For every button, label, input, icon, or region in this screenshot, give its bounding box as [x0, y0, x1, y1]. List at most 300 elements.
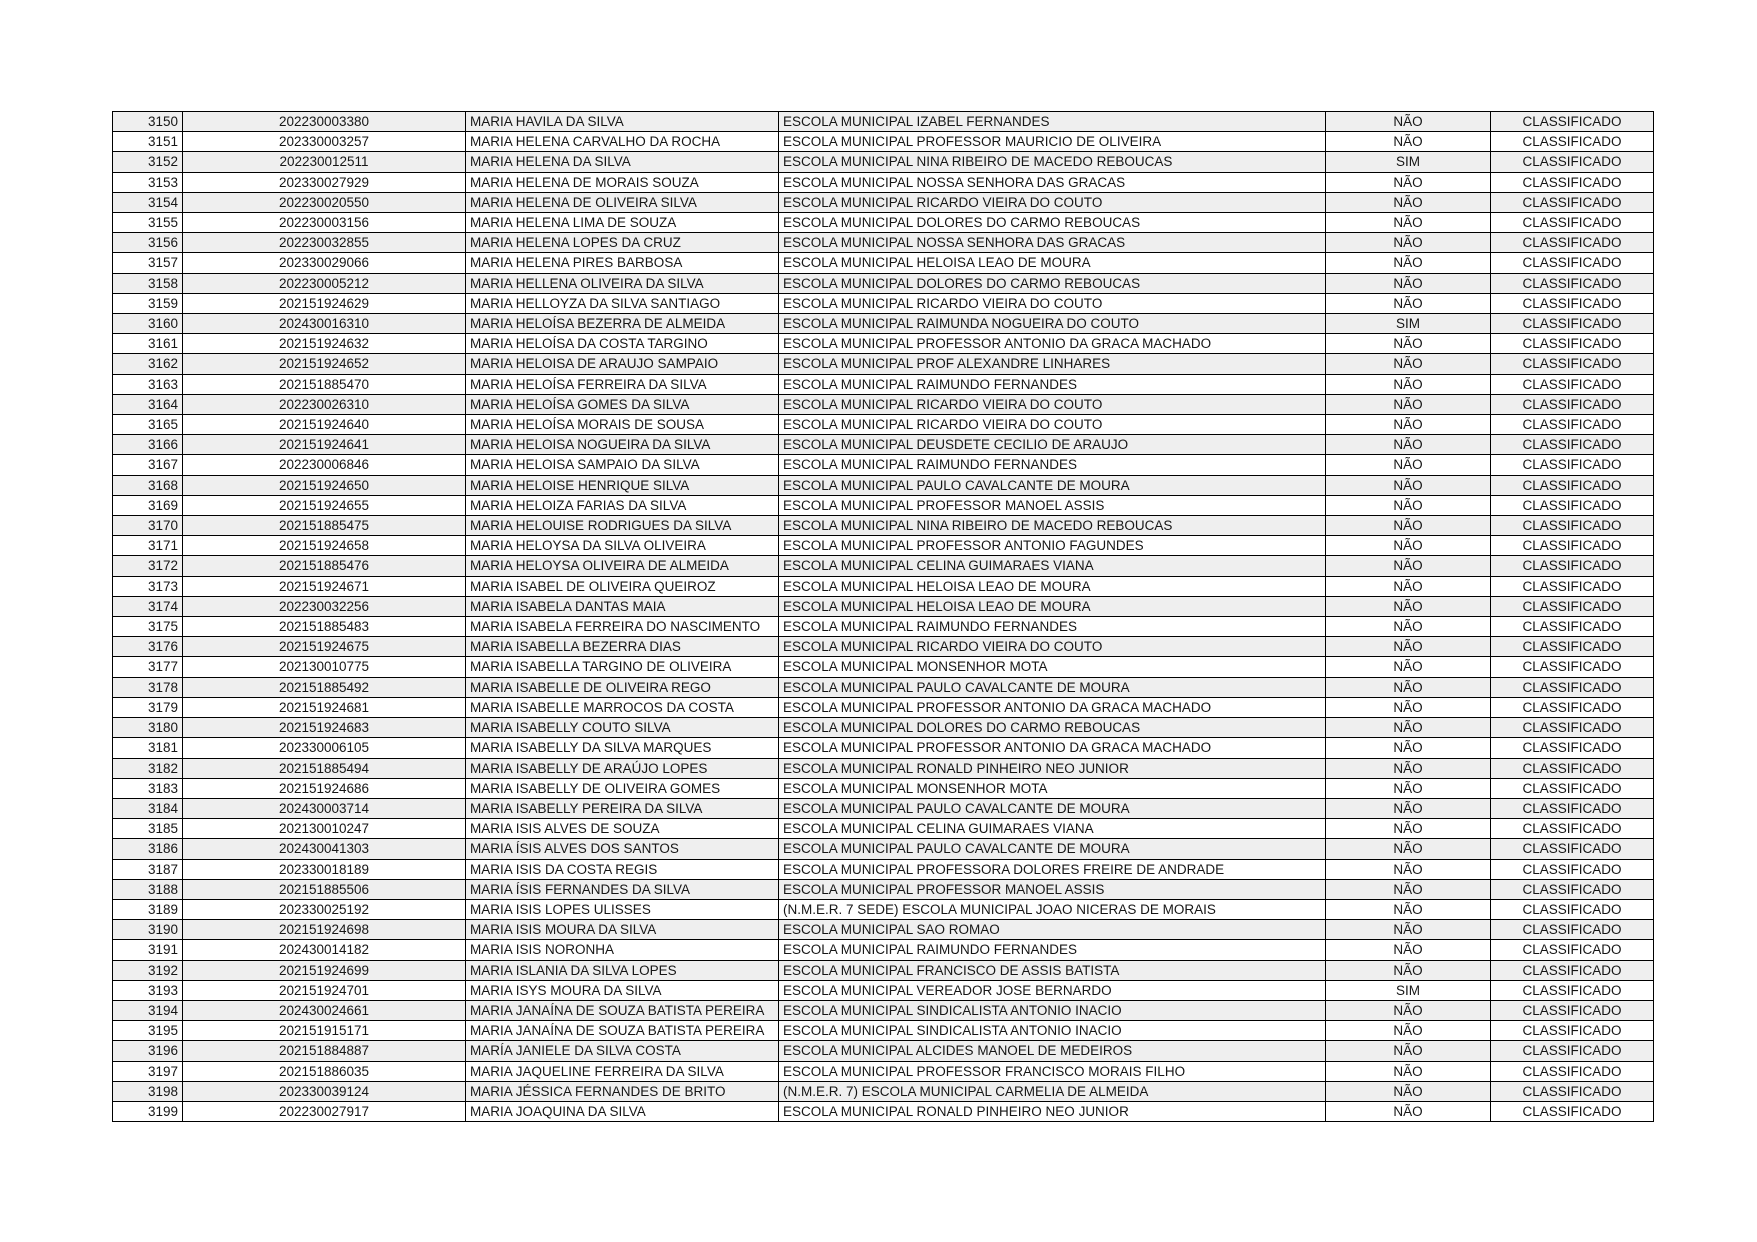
table-row — [113, 334, 1654, 354]
cell-classification-status: CLASSIFICADO — [1491, 576, 1654, 596]
cell-candidate-name: MARIA JANAÍNA DE SOUZA BATISTA PEREIRA — [466, 1000, 779, 1020]
cell-classification-status: CLASSIFICADO — [1491, 758, 1654, 778]
cell-registration-id: 202130010775 — [183, 657, 466, 677]
cell-candidate-name: MARIA ISIS NORONHA — [466, 940, 779, 960]
cell-quota-flag: NÃO — [1326, 940, 1491, 960]
cell-school: ESCOLA MUNICIPAL IZABEL FERNANDES — [779, 112, 1326, 132]
cell-school: ESCOLA MUNICIPAL RAIMUNDO FERNANDES — [779, 940, 1326, 960]
cell-row-number: 3165 — [113, 415, 183, 435]
cell-classification-status: CLASSIFICADO — [1491, 1041, 1654, 1061]
cell-quota-flag: NÃO — [1326, 516, 1491, 536]
table-body — [113, 112, 1654, 1122]
table-row — [113, 495, 1654, 515]
cell-quota-flag: NÃO — [1326, 738, 1491, 758]
cell-school: ESCOLA MUNICIPAL RICARDO VIEIRA DO COUTO — [779, 192, 1326, 212]
cell-school: ESCOLA MUNICIPAL RONALD PINHEIRO NEO JUNIOR — [779, 1101, 1326, 1121]
cell-registration-id: 202151885483 — [183, 617, 466, 637]
cell-classification-status: CLASSIFICADO — [1491, 839, 1654, 859]
cell-school: ESCOLA MUNICIPAL DEUSDETE CECILIO DE ARAUJO — [779, 435, 1326, 455]
cell-school: ESCOLA MUNICIPAL PROFESSOR MANOEL ASSIS — [779, 495, 1326, 515]
table-row — [113, 273, 1654, 293]
table-row — [113, 213, 1654, 233]
table-row — [113, 576, 1654, 596]
cell-quota-flag: SIM — [1326, 314, 1491, 334]
cell-candidate-name: MARIA HELENA DE OLIVEIRA SILVA — [466, 192, 779, 212]
cell-row-number: 3189 — [113, 899, 183, 919]
cell-school: ESCOLA MUNICIPAL PAULO CAVALCANTE DE MOURA — [779, 839, 1326, 859]
cell-registration-id: 202230003156 — [183, 213, 466, 233]
cell-registration-id: 202330006105 — [183, 738, 466, 758]
cell-candidate-name: MARIA JAQUELINE FERREIRA DA SILVA — [466, 1061, 779, 1081]
cell-row-number: 3194 — [113, 1000, 183, 1020]
cell-school: ESCOLA MUNICIPAL PROFESSORA DOLORES FREIRE DE ANDRADE — [779, 859, 1326, 879]
cell-candidate-name: MARIA HELOÍSA FERREIRA DA SILVA — [466, 374, 779, 394]
cell-classification-status: CLASSIFICADO — [1491, 273, 1654, 293]
cell-registration-id: 202151924698 — [183, 920, 466, 940]
cell-candidate-name: MARIA ÍSIS FERNANDES DA SILVA — [466, 879, 779, 899]
cell-quota-flag: NÃO — [1326, 273, 1491, 293]
cell-candidate-name: MARIA ISABELLA TARGINO DE OLIVEIRA — [466, 657, 779, 677]
cell-classification-status: CLASSIFICADO — [1491, 940, 1654, 960]
cell-registration-id: 202151924655 — [183, 495, 466, 515]
cell-school: ESCOLA MUNICIPAL MONSENHOR MOTA — [779, 657, 1326, 677]
cell-row-number: 3167 — [113, 455, 183, 475]
cell-row-number: 3191 — [113, 940, 183, 960]
table-row — [113, 1061, 1654, 1081]
table-row — [113, 899, 1654, 919]
cell-registration-id: 202330018189 — [183, 859, 466, 879]
table-row — [113, 940, 1654, 960]
cell-registration-id: 202330025192 — [183, 899, 466, 919]
cell-classification-status: CLASSIFICADO — [1491, 960, 1654, 980]
table-row — [113, 475, 1654, 495]
cell-registration-id: 202151924650 — [183, 475, 466, 495]
cell-candidate-name: MARIA ISABELLY DA SILVA MARQUES — [466, 738, 779, 758]
cell-quota-flag: NÃO — [1326, 415, 1491, 435]
table-row — [113, 920, 1654, 940]
cell-candidate-name: MARIA HELOÍSA MORAIS DE SOUSA — [466, 415, 779, 435]
cell-classification-status: CLASSIFICADO — [1491, 374, 1654, 394]
cell-row-number: 3174 — [113, 596, 183, 616]
cell-candidate-name: MARIA ISABELLY DE OLIVEIRA GOMES — [466, 778, 779, 798]
cell-candidate-name: MARIA HELOYSA OLIVEIRA DE ALMEIDA — [466, 556, 779, 576]
cell-row-number: 3162 — [113, 354, 183, 374]
cell-classification-status: CLASSIFICADO — [1491, 455, 1654, 475]
table-row — [113, 1041, 1654, 1061]
cell-registration-id: 202230003380 — [183, 112, 466, 132]
cell-candidate-name: MARIA HELOÍSA GOMES DA SILVA — [466, 394, 779, 414]
cell-classification-status: CLASSIFICADO — [1491, 1000, 1654, 1020]
cell-quota-flag: NÃO — [1326, 617, 1491, 637]
cell-row-number: 3180 — [113, 718, 183, 738]
cell-classification-status: CLASSIFICADO — [1491, 536, 1654, 556]
cell-registration-id: 202230006846 — [183, 455, 466, 475]
cell-quota-flag: NÃO — [1326, 879, 1491, 899]
cell-school: ESCOLA MUNICIPAL NOSSA SENHORA DAS GRACAS — [779, 172, 1326, 192]
cell-registration-id: 202151924640 — [183, 415, 466, 435]
cell-classification-status: CLASSIFICADO — [1491, 112, 1654, 132]
cell-row-number: 3198 — [113, 1081, 183, 1101]
cell-candidate-name: MARIA ISYS MOURA DA SILVA — [466, 980, 779, 1000]
cell-candidate-name: MARIA HELENA PIRES BARBOSA — [466, 253, 779, 273]
cell-school: ESCOLA MUNICIPAL PROFESSOR ANTONIO FAGUNDES — [779, 536, 1326, 556]
cell-registration-id: 202230026310 — [183, 394, 466, 414]
cell-registration-id: 202151886035 — [183, 1061, 466, 1081]
cell-classification-status: CLASSIFICADO — [1491, 899, 1654, 919]
cell-quota-flag: NÃO — [1326, 657, 1491, 677]
cell-school: (N.M.E.R. 7) ESCOLA MUNICIPAL CARMELIA DE ALMEIDA — [779, 1081, 1326, 1101]
cell-school: ESCOLA MUNICIPAL PAULO CAVALCANTE DE MOURA — [779, 677, 1326, 697]
table-row — [113, 253, 1654, 273]
cell-school: ESCOLA MUNICIPAL RICARDO VIEIRA DO COUTO — [779, 415, 1326, 435]
cell-quota-flag: NÃO — [1326, 819, 1491, 839]
cell-school: (N.M.E.R. 7 SEDE) ESCOLA MUNICIPAL JOAO NICERAS DE MORAIS — [779, 899, 1326, 919]
cell-candidate-name: MARIA ÍSIS ALVES DOS SANTOS — [466, 839, 779, 859]
cell-classification-status: CLASSIFICADO — [1491, 1021, 1654, 1041]
cell-classification-status: CLASSIFICADO — [1491, 435, 1654, 455]
cell-quota-flag: NÃO — [1326, 132, 1491, 152]
cell-row-number: 3181 — [113, 738, 183, 758]
cell-row-number: 3197 — [113, 1061, 183, 1081]
cell-registration-id: 202330003257 — [183, 132, 466, 152]
cell-quota-flag: NÃO — [1326, 374, 1491, 394]
cell-candidate-name: MARIA HELOISE HENRIQUE SILVA — [466, 475, 779, 495]
cell-quota-flag: NÃO — [1326, 718, 1491, 738]
table-row — [113, 314, 1654, 334]
cell-registration-id: 202430014182 — [183, 940, 466, 960]
cell-row-number: 3187 — [113, 859, 183, 879]
cell-quota-flag: NÃO — [1326, 435, 1491, 455]
cell-quota-flag: NÃO — [1326, 576, 1491, 596]
cell-classification-status: CLASSIFICADO — [1491, 879, 1654, 899]
cell-quota-flag: NÃO — [1326, 778, 1491, 798]
cell-row-number: 3179 — [113, 697, 183, 717]
cell-candidate-name: MARIA ISABELA DANTAS MAIA — [466, 596, 779, 616]
cell-registration-id: 202230012511 — [183, 152, 466, 172]
cell-row-number: 3153 — [113, 172, 183, 192]
cell-school: ESCOLA MUNICIPAL PROFESSOR MAURICIO DE OLIVEIRA — [779, 132, 1326, 152]
table-row — [113, 617, 1654, 637]
cell-classification-status: CLASSIFICADO — [1491, 152, 1654, 172]
cell-registration-id: 202151885492 — [183, 677, 466, 697]
table-row — [113, 758, 1654, 778]
cell-registration-id: 202430041303 — [183, 839, 466, 859]
cell-school: ESCOLA MUNICIPAL PROFESSOR ANTONIO DA GRACA MACHADO — [779, 697, 1326, 717]
cell-registration-id: 202151885494 — [183, 758, 466, 778]
cell-classification-status: CLASSIFICADO — [1491, 293, 1654, 313]
cell-registration-id: 202151885475 — [183, 516, 466, 536]
cell-classification-status: CLASSIFICADO — [1491, 1061, 1654, 1081]
cell-classification-status: CLASSIFICADO — [1491, 354, 1654, 374]
cell-candidate-name: MARIA ISABELLY DE ARAÚJO LOPES — [466, 758, 779, 778]
cell-quota-flag: NÃO — [1326, 394, 1491, 414]
table-row — [113, 839, 1654, 859]
cell-registration-id: 202230032855 — [183, 233, 466, 253]
table-row — [113, 657, 1654, 677]
table-row — [113, 697, 1654, 717]
cell-row-number: 3161 — [113, 334, 183, 354]
cell-candidate-name: MARIA ISIS ALVES DE SOUZA — [466, 819, 779, 839]
cell-registration-id: 202330027929 — [183, 172, 466, 192]
cell-classification-status: CLASSIFICADO — [1491, 738, 1654, 758]
table-row — [113, 1000, 1654, 1020]
cell-classification-status: CLASSIFICADO — [1491, 920, 1654, 940]
cell-quota-flag: NÃO — [1326, 334, 1491, 354]
table-row — [113, 879, 1654, 899]
cell-classification-status: CLASSIFICADO — [1491, 617, 1654, 637]
cell-quota-flag: NÃO — [1326, 839, 1491, 859]
table-row — [113, 596, 1654, 616]
cell-school: ESCOLA MUNICIPAL SINDICALISTA ANTONIO INACIO — [779, 1021, 1326, 1041]
table-row — [113, 677, 1654, 697]
cell-quota-flag: NÃO — [1326, 172, 1491, 192]
cell-row-number: 3151 — [113, 132, 183, 152]
table-row — [113, 394, 1654, 414]
cell-row-number: 3169 — [113, 495, 183, 515]
cell-school: ESCOLA MUNICIPAL PROFESSOR FRANCISCO MORAIS FILHO — [779, 1061, 1326, 1081]
table-row — [113, 132, 1654, 152]
cell-row-number: 3154 — [113, 192, 183, 212]
cell-classification-status: CLASSIFICADO — [1491, 132, 1654, 152]
cell-quota-flag: NÃO — [1326, 899, 1491, 919]
cell-candidate-name: MARIA ISIS DA COSTA REGIS — [466, 859, 779, 879]
cell-school: ESCOLA MUNICIPAL RICARDO VIEIRA DO COUTO — [779, 394, 1326, 414]
cell-quota-flag: NÃO — [1326, 798, 1491, 818]
cell-quota-flag: NÃO — [1326, 213, 1491, 233]
cell-quota-flag: NÃO — [1326, 1061, 1491, 1081]
cell-candidate-name: MARIA HELOISA DE ARAUJO SAMPAIO — [466, 354, 779, 374]
cell-registration-id: 202151885476 — [183, 556, 466, 576]
classification-results-table — [112, 111, 1654, 1122]
cell-row-number: 3173 — [113, 576, 183, 596]
cell-candidate-name: MARIA HELENA LIMA DE SOUZA — [466, 213, 779, 233]
cell-classification-status: CLASSIFICADO — [1491, 233, 1654, 253]
cell-school: ESCOLA MUNICIPAL DOLORES DO CARMO REBOUCAS — [779, 718, 1326, 738]
table-row — [113, 1101, 1654, 1121]
cell-candidate-name: MARIA HELOUISE RODRIGUES DA SILVA — [466, 516, 779, 536]
table-row — [113, 718, 1654, 738]
cell-candidate-name: MARIA ISABELLE DE OLIVEIRA REGO — [466, 677, 779, 697]
cell-classification-status: CLASSIFICADO — [1491, 172, 1654, 192]
table-row — [113, 192, 1654, 212]
cell-school: ESCOLA MUNICIPAL CELINA GUIMARAES VIANA — [779, 819, 1326, 839]
cell-school: ESCOLA MUNICIPAL PROF ALEXANDRE LINHARES — [779, 354, 1326, 374]
cell-quota-flag: NÃO — [1326, 556, 1491, 576]
cell-school: ESCOLA MUNICIPAL HELOISA LEAO DE MOURA — [779, 253, 1326, 273]
cell-row-number: 3195 — [113, 1021, 183, 1041]
cell-candidate-name: MARIA HAVILA DA SILVA — [466, 112, 779, 132]
cell-row-number: 3193 — [113, 980, 183, 1000]
cell-candidate-name: MARIA HELOIZA FARIAS DA SILVA — [466, 495, 779, 515]
cell-registration-id: 202151924699 — [183, 960, 466, 980]
cell-row-number: 3159 — [113, 293, 183, 313]
cell-quota-flag: NÃO — [1326, 920, 1491, 940]
cell-school: ESCOLA MUNICIPAL DOLORES DO CARMO REBOUCAS — [779, 213, 1326, 233]
cell-candidate-name: MARIA ISABEL DE OLIVEIRA QUEIROZ — [466, 576, 779, 596]
cell-school: ESCOLA MUNICIPAL PROFESSOR ANTONIO DA GRACA MACHADO — [779, 334, 1326, 354]
cell-candidate-name: MARIA ISLANIA DA SILVA LOPES — [466, 960, 779, 980]
cell-school: ESCOLA MUNICIPAL SINDICALISTA ANTONIO INACIO — [779, 1000, 1326, 1020]
cell-classification-status: CLASSIFICADO — [1491, 637, 1654, 657]
cell-school: ESCOLA MUNICIPAL RICARDO VIEIRA DO COUTO — [779, 637, 1326, 657]
cell-classification-status: CLASSIFICADO — [1491, 415, 1654, 435]
cell-quota-flag: NÃO — [1326, 233, 1491, 253]
cell-quota-flag: NÃO — [1326, 253, 1491, 273]
table-row — [113, 374, 1654, 394]
table-row — [113, 637, 1654, 657]
cell-candidate-name: MARIA ISABELLY PEREIRA DA SILVA — [466, 798, 779, 818]
cell-candidate-name: MARIA JOAQUINA DA SILVA — [466, 1101, 779, 1121]
cell-quota-flag: NÃO — [1326, 758, 1491, 778]
table-row — [113, 819, 1654, 839]
cell-candidate-name: MARIA HELENA DA SILVA — [466, 152, 779, 172]
cell-school: ESCOLA MUNICIPAL SAO ROMAO — [779, 920, 1326, 940]
cell-row-number: 3168 — [113, 475, 183, 495]
cell-quota-flag: NÃO — [1326, 637, 1491, 657]
cell-classification-status: CLASSIFICADO — [1491, 778, 1654, 798]
cell-row-number: 3156 — [113, 233, 183, 253]
cell-registration-id: 202151924701 — [183, 980, 466, 1000]
cell-classification-status: CLASSIFICADO — [1491, 697, 1654, 717]
cell-registration-id: 202151885470 — [183, 374, 466, 394]
cell-row-number: 3163 — [113, 374, 183, 394]
cell-classification-status: CLASSIFICADO — [1491, 819, 1654, 839]
cell-quota-flag: NÃO — [1326, 1021, 1491, 1041]
cell-quota-flag: NÃO — [1326, 1081, 1491, 1101]
cell-registration-id: 202330029066 — [183, 253, 466, 273]
cell-row-number: 3155 — [113, 213, 183, 233]
cell-candidate-name: MARIA HELOISA SAMPAIO DA SILVA — [466, 455, 779, 475]
cell-school: ESCOLA MUNICIPAL FRANCISCO DE ASSIS BATISTA — [779, 960, 1326, 980]
cell-row-number: 3158 — [113, 273, 183, 293]
cell-row-number: 3182 — [113, 758, 183, 778]
cell-candidate-name: MARIA HELLENA OLIVEIRA DA SILVA — [466, 273, 779, 293]
cell-registration-id: 202430024661 — [183, 1000, 466, 1020]
table-row — [113, 152, 1654, 172]
cell-registration-id: 202230005212 — [183, 273, 466, 293]
cell-quota-flag: NÃO — [1326, 475, 1491, 495]
cell-school: ESCOLA MUNICIPAL ALCIDES MANOEL DE MEDEIROS — [779, 1041, 1326, 1061]
cell-candidate-name: MARIA ISIS MOURA DA SILVA — [466, 920, 779, 940]
cell-registration-id: 202130010247 — [183, 819, 466, 839]
cell-row-number: 3170 — [113, 516, 183, 536]
cell-school: ESCOLA MUNICIPAL CELINA GUIMARAES VIANA — [779, 556, 1326, 576]
cell-quota-flag: NÃO — [1326, 1000, 1491, 1020]
table-row — [113, 516, 1654, 536]
cell-school: ESCOLA MUNICIPAL MONSENHOR MOTA — [779, 778, 1326, 798]
cell-classification-status: CLASSIFICADO — [1491, 213, 1654, 233]
cell-candidate-name: MARIA HELOISA NOGUEIRA DA SILVA — [466, 435, 779, 455]
table-row — [113, 415, 1654, 435]
cell-registration-id: 202151915171 — [183, 1021, 466, 1041]
cell-row-number: 3171 — [113, 536, 183, 556]
cell-registration-id: 202230020550 — [183, 192, 466, 212]
cell-classification-status: CLASSIFICADO — [1491, 596, 1654, 616]
cell-school: ESCOLA MUNICIPAL NINA RIBEIRO DE MACEDO REBOUCAS — [779, 152, 1326, 172]
cell-classification-status: CLASSIFICADO — [1491, 192, 1654, 212]
cell-quota-flag: SIM — [1326, 980, 1491, 1000]
cell-quota-flag: SIM — [1326, 152, 1491, 172]
table-row — [113, 798, 1654, 818]
cell-classification-status: CLASSIFICADO — [1491, 718, 1654, 738]
cell-school: ESCOLA MUNICIPAL HELOISA LEAO DE MOURA — [779, 576, 1326, 596]
cell-classification-status: CLASSIFICADO — [1491, 859, 1654, 879]
cell-candidate-name: MARIA ISABELA FERREIRA DO NASCIMENTO — [466, 617, 779, 637]
table-row — [113, 455, 1654, 475]
cell-classification-status: CLASSIFICADO — [1491, 516, 1654, 536]
cell-school: ESCOLA MUNICIPAL PROFESSOR MANOEL ASSIS — [779, 879, 1326, 899]
cell-row-number: 3150 — [113, 112, 183, 132]
cell-quota-flag: NÃO — [1326, 495, 1491, 515]
cell-quota-flag: NÃO — [1326, 293, 1491, 313]
cell-candidate-name: MARIA ISABELLA BEZERRA DIAS — [466, 637, 779, 657]
cell-candidate-name: MARÍA JANIELE DA SILVA COSTA — [466, 1041, 779, 1061]
cell-classification-status: CLASSIFICADO — [1491, 657, 1654, 677]
cell-registration-id: 202151924658 — [183, 536, 466, 556]
cell-classification-status: CLASSIFICADO — [1491, 677, 1654, 697]
cell-school: ESCOLA MUNICIPAL RAIMUNDO FERNANDES — [779, 374, 1326, 394]
cell-quota-flag: NÃO — [1326, 354, 1491, 374]
cell-registration-id: 202151924641 — [183, 435, 466, 455]
cell-quota-flag: NÃO — [1326, 677, 1491, 697]
cell-registration-id: 202230032256 — [183, 596, 466, 616]
cell-row-number: 3177 — [113, 657, 183, 677]
cell-quota-flag: NÃO — [1326, 536, 1491, 556]
cell-school: ESCOLA MUNICIPAL RONALD PINHEIRO NEO JUNIOR — [779, 758, 1326, 778]
cell-quota-flag: NÃO — [1326, 192, 1491, 212]
cell-school: ESCOLA MUNICIPAL PROFESSOR ANTONIO DA GRACA MACHADO — [779, 738, 1326, 758]
cell-registration-id: 202151924632 — [183, 334, 466, 354]
cell-row-number: 3152 — [113, 152, 183, 172]
cell-registration-id: 202151924675 — [183, 637, 466, 657]
cell-row-number: 3184 — [113, 798, 183, 818]
cell-school: ESCOLA MUNICIPAL RAIMUNDO FERNANDES — [779, 617, 1326, 637]
cell-row-number: 3186 — [113, 839, 183, 859]
cell-row-number: 3185 — [113, 819, 183, 839]
cell-school: ESCOLA MUNICIPAL PAULO CAVALCANTE DE MOURA — [779, 475, 1326, 495]
cell-classification-status: CLASSIFICADO — [1491, 314, 1654, 334]
cell-quota-flag: NÃO — [1326, 112, 1491, 132]
cell-quota-flag: NÃO — [1326, 1041, 1491, 1061]
cell-classification-status: CLASSIFICADO — [1491, 798, 1654, 818]
table-row — [113, 778, 1654, 798]
cell-row-number: 3183 — [113, 778, 183, 798]
table-row — [113, 435, 1654, 455]
cell-row-number: 3160 — [113, 314, 183, 334]
cell-registration-id: 202151924629 — [183, 293, 466, 313]
cell-row-number: 3157 — [113, 253, 183, 273]
cell-school: ESCOLA MUNICIPAL HELOISA LEAO DE MOURA — [779, 596, 1326, 616]
cell-registration-id: 202151924671 — [183, 576, 466, 596]
cell-school: ESCOLA MUNICIPAL DOLORES DO CARMO REBOUCAS — [779, 273, 1326, 293]
cell-school: ESCOLA MUNICIPAL RAIMUNDO FERNANDES — [779, 455, 1326, 475]
cell-row-number: 3176 — [113, 637, 183, 657]
table-row — [113, 960, 1654, 980]
cell-row-number: 3178 — [113, 677, 183, 697]
table-row — [113, 536, 1654, 556]
cell-school: ESCOLA MUNICIPAL NOSSA SENHORA DAS GRACAS — [779, 233, 1326, 253]
table-row — [113, 1021, 1654, 1041]
cell-classification-status: CLASSIFICADO — [1491, 556, 1654, 576]
table-row — [113, 112, 1654, 132]
table-row — [113, 980, 1654, 1000]
cell-quota-flag: NÃO — [1326, 960, 1491, 980]
cell-quota-flag: NÃO — [1326, 697, 1491, 717]
cell-candidate-name: MARIA ISABELLE MARROCOS DA COSTA — [466, 697, 779, 717]
cell-school: ESCOLA MUNICIPAL NINA RIBEIRO DE MACEDO REBOUCAS — [779, 516, 1326, 536]
cell-quota-flag: NÃO — [1326, 859, 1491, 879]
cell-classification-status: CLASSIFICADO — [1491, 475, 1654, 495]
